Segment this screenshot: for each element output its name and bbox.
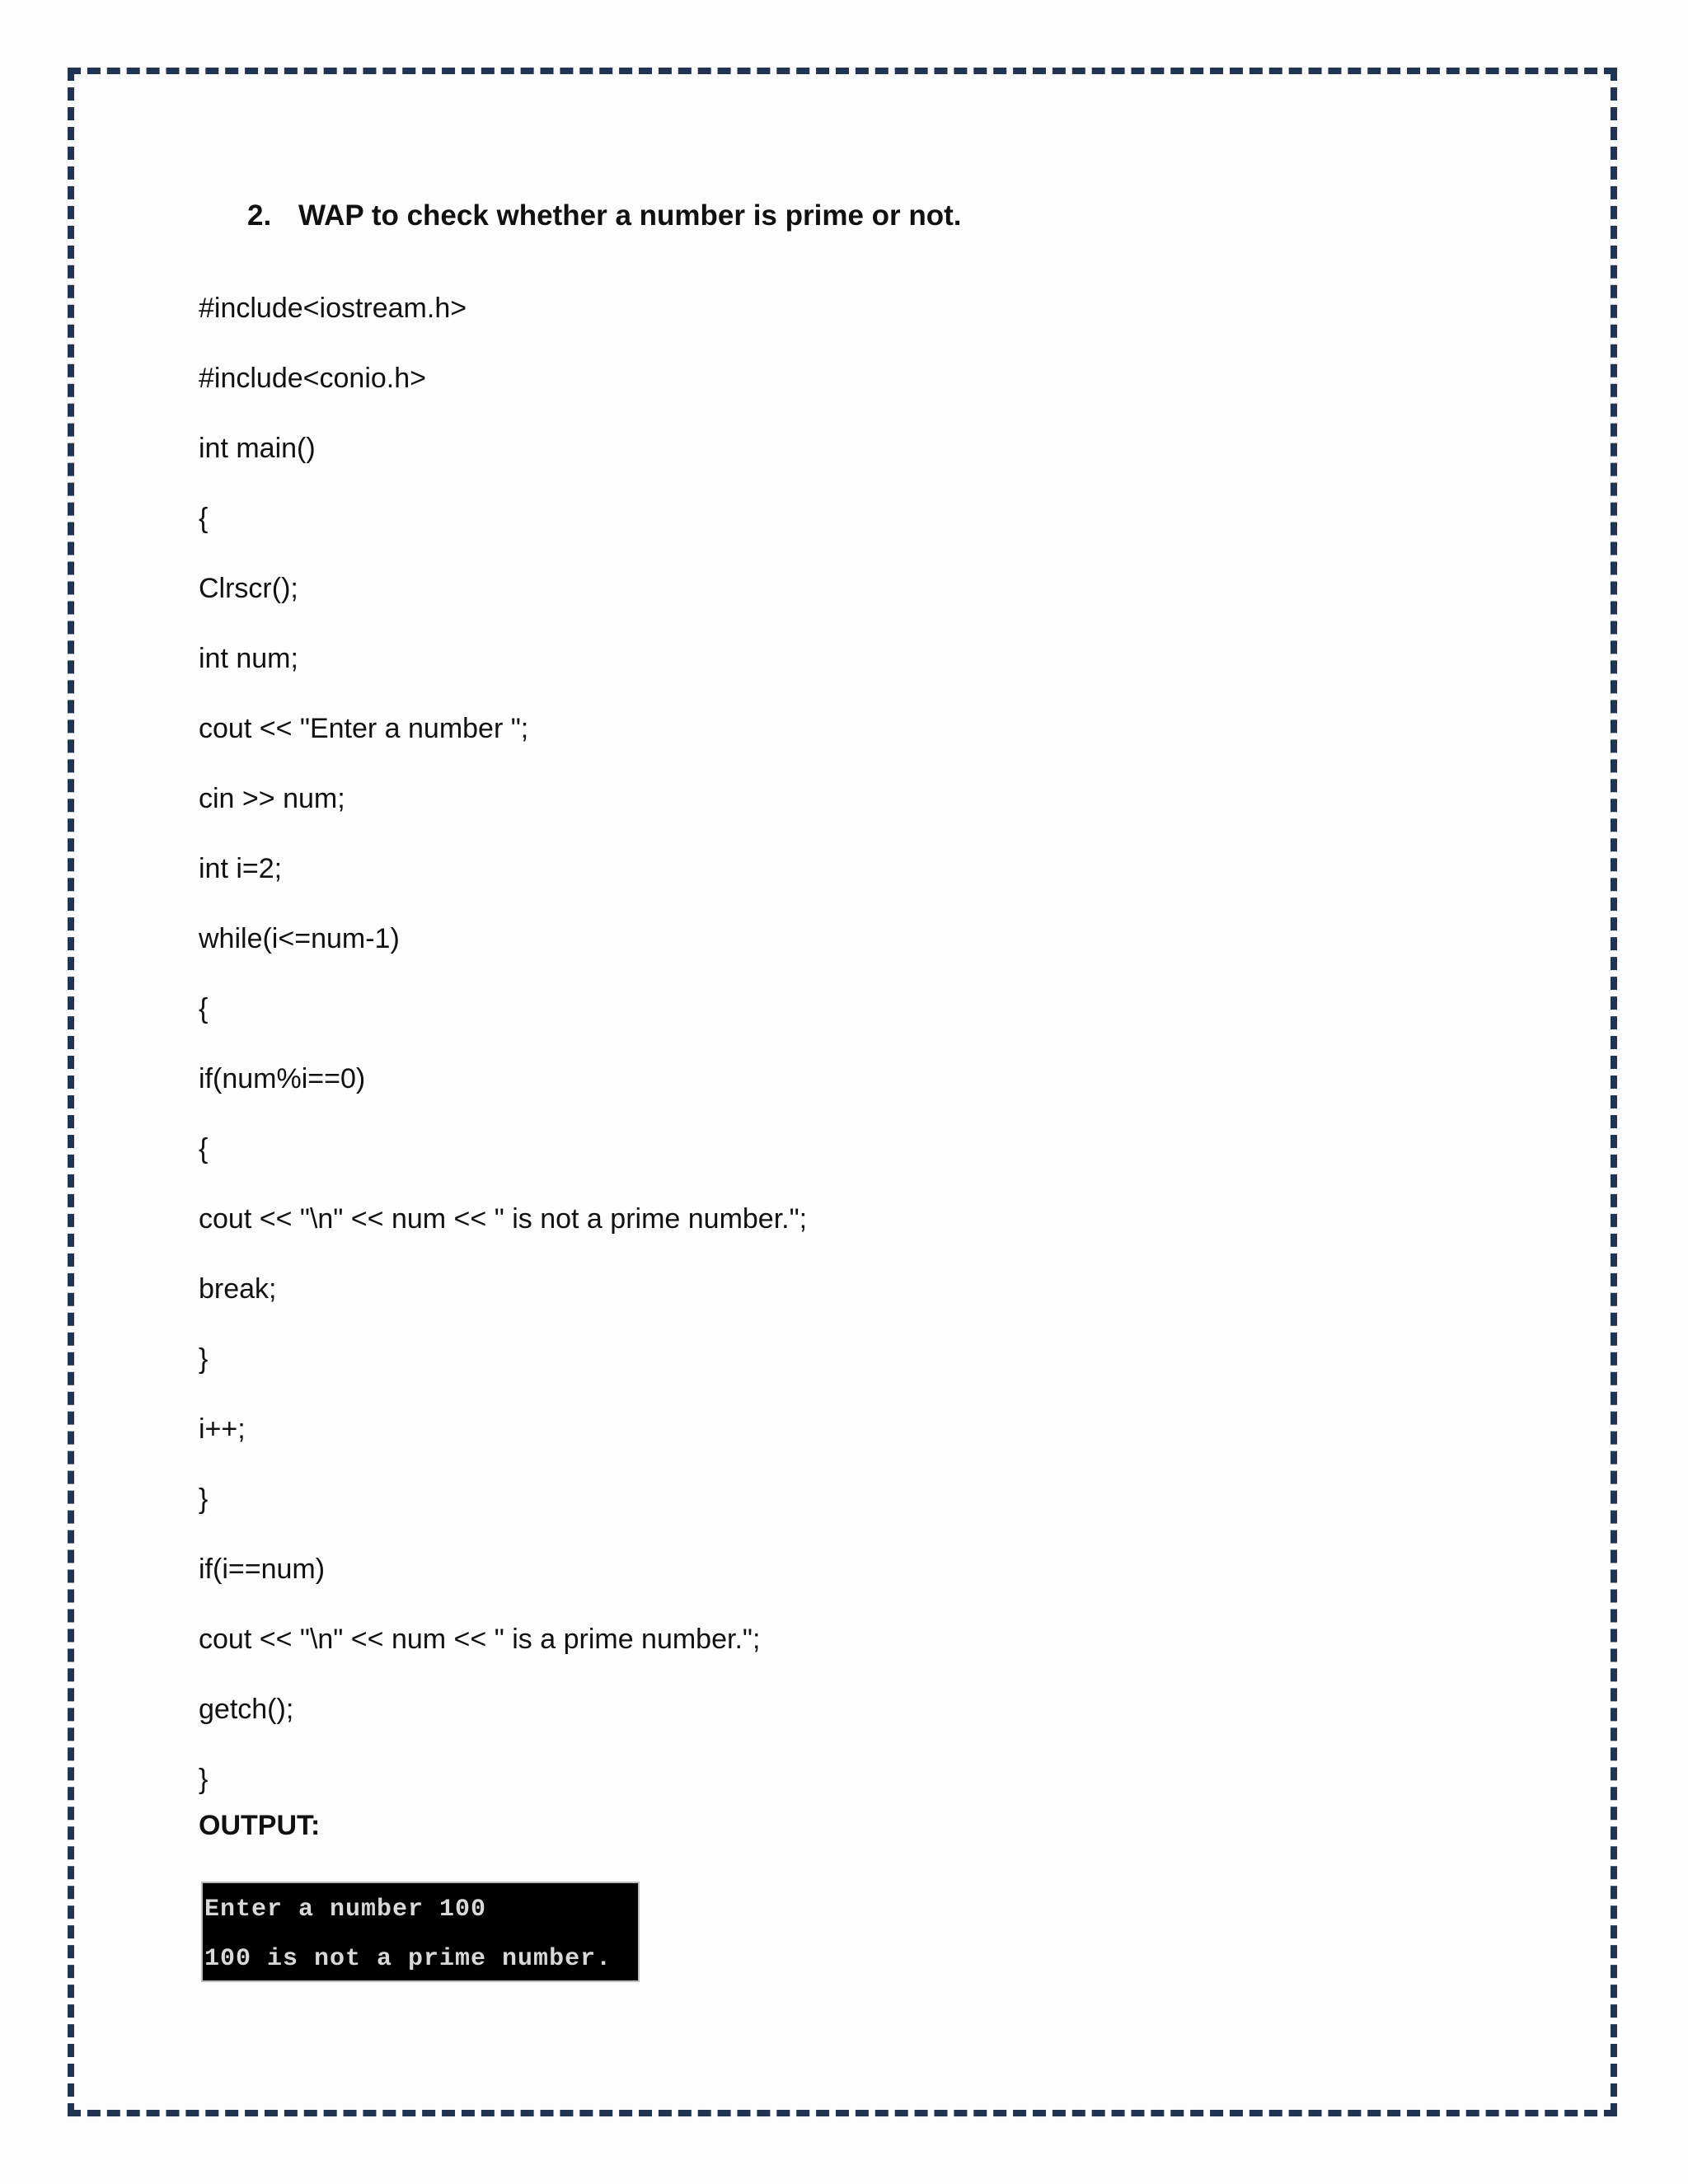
code-line: int main(): [199, 433, 316, 464]
code-line: #include<conio.h>: [199, 363, 427, 394]
code-line: if(i==num): [199, 1554, 326, 1585]
code-line: }: [199, 1764, 209, 1795]
code-line: }: [199, 1343, 209, 1375]
code-line: cout << "\n" << num << " is not a prime number.";: [199, 1203, 808, 1235]
code-line: break;: [199, 1273, 277, 1305]
code-line: {: [199, 1133, 209, 1165]
code-line: Clrscr();: [199, 573, 298, 604]
code-line: while(i<=num-1): [199, 923, 400, 954]
code-line: int i=2;: [199, 853, 283, 884]
code-line: getch();: [199, 1694, 294, 1725]
code-line: cin >> num;: [199, 783, 345, 814]
code-line: {: [199, 993, 209, 1024]
question-number: 2.: [247, 199, 272, 232]
console-line: 100 is not a prime number.: [204, 1945, 612, 1973]
code-line: cout << "\n" << num << " is a prime number.";: [199, 1624, 761, 1655]
code-line: #include<iostream.h>: [199, 293, 467, 324]
output-label: OUTPUT:: [199, 1810, 321, 1841]
console-output-screenshot: [201, 1882, 640, 1982]
question-title: WAP to check whether a number is prime or not.: [298, 199, 962, 232]
code-line: i++;: [199, 1413, 246, 1445]
source-code: [199, 274, 807, 1815]
code-line: int num;: [199, 643, 298, 674]
question-heading: [247, 199, 962, 232]
code-line: cout << "Enter a number ";: [199, 713, 529, 744]
code-line: {: [199, 503, 209, 534]
code-line: if(num%i==0): [199, 1063, 366, 1094]
console-line: Enter a number 100: [204, 1896, 487, 1924]
code-line: }: [199, 1483, 209, 1515]
